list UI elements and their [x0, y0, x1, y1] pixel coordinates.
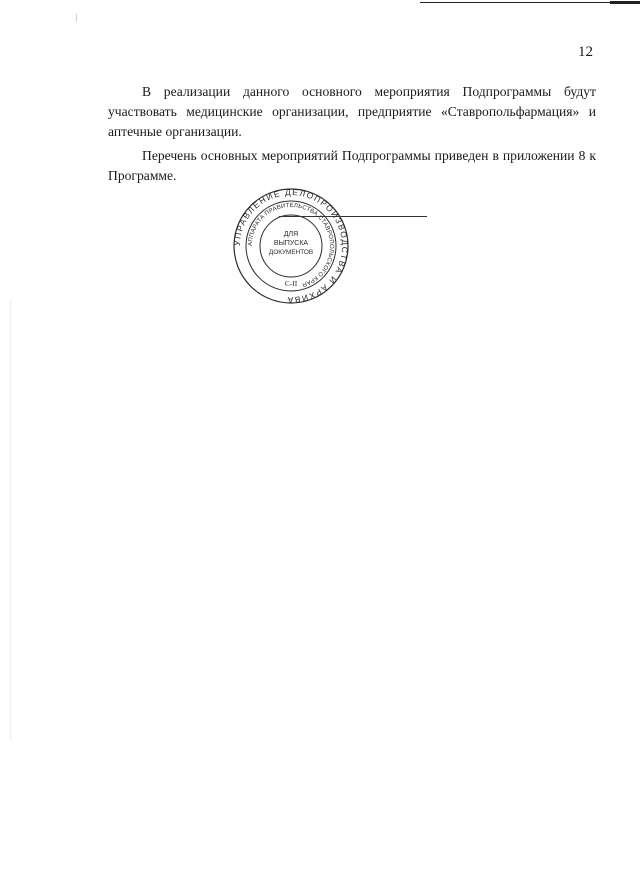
stamp-inner-text: АППАРАТА ПРАВИТЕЛЬСТВА СТАВРОПОЛЬСКОГО КРАЯ — [247, 202, 335, 288]
official-stamp — [231, 186, 351, 306]
paragraph-activities-list: Перечень основных мероприятий Подпрограммы приведен в приложении 8 к Программе. — [108, 148, 596, 183]
stamp-center-line-1: ДЛЯ — [283, 231, 299, 238]
stamp-center-line-3: ДОКУМЕНТОВ — [268, 249, 314, 256]
page-number: 12 — [578, 44, 593, 60]
document-body — [108, 82, 596, 190]
top-border-mark — [610, 1, 640, 4]
paragraph-implementation: В реализации данного основного мероприятия Подпрограммы будут участвовать медицинские организации, предприятие «Ставропольфармация» и аптечные организации. — [108, 84, 596, 139]
signature-line — [279, 216, 427, 217]
stamp-outer-text: УПРАВЛЕНИЕ ДЕЛОПРОИЗВОДСТВА И АРХИВА — [231, 186, 351, 306]
stamp-seal — [231, 186, 351, 306]
scan-speck — [76, 14, 77, 22]
scan-edge-shadow — [10, 300, 11, 740]
stamp-center-line-2: ВЫПУСКА — [273, 240, 309, 247]
top-border-line — [420, 2, 640, 3]
stamp-code: С-II — [284, 279, 298, 288]
